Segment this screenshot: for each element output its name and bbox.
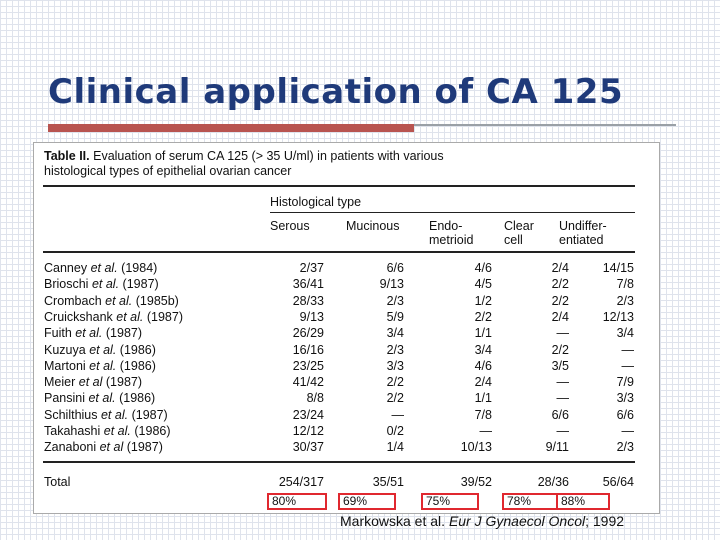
group-header: Histological type — [270, 195, 362, 209]
column-header — [429, 219, 473, 247]
highlighted-percentage: 75% — [421, 493, 479, 510]
table-cell: 6/6 — [551, 407, 569, 422]
highlighted-percentage: 78% — [502, 493, 558, 510]
author-etal: et al. — [90, 261, 118, 275]
table-cell: 12/13 — [602, 309, 634, 324]
table-cell: 16/16 — [292, 342, 324, 357]
author-etal: et al. — [105, 293, 133, 308]
total-cell: 35/51 — [372, 475, 404, 489]
author-name: Meier — [44, 375, 76, 390]
total-cell: 56/64 — [602, 475, 634, 489]
table-cell: 1/1 — [474, 326, 492, 341]
column-header — [270, 219, 310, 233]
table-cell: 10/13 — [460, 440, 492, 455]
column-header-line-1: Mucinous — [346, 219, 400, 233]
table-cell: 7/8 — [616, 277, 634, 292]
column-header-line-2: metrioid — [429, 233, 474, 247]
table-cell: 2/4 — [474, 375, 492, 390]
author-name: Canney — [44, 261, 88, 275]
highlighted-percentage: 80% — [267, 493, 327, 510]
table-cell: 0/2 — [386, 424, 404, 438]
table-top-rule — [43, 185, 635, 187]
table-cell: 9/11 — [545, 440, 569, 455]
table-cell: 3/4 — [386, 326, 404, 341]
table-cell: 2/2 — [474, 309, 492, 324]
study-author — [44, 359, 156, 373]
table-cell: 2/37 — [299, 261, 324, 275]
study-year: (1987) — [105, 326, 143, 341]
total-label: Total — [44, 475, 71, 489]
author-etal: et al — [99, 440, 124, 455]
author-name: Crombach — [44, 293, 102, 308]
study-author — [44, 261, 157, 275]
group-header-rule — [270, 212, 635, 213]
author-etal: et al. — [116, 309, 144, 324]
author-etal: et al. — [88, 391, 116, 406]
author-etal: et al — [78, 375, 103, 390]
table-cell: 2/2 — [386, 391, 404, 406]
study-year: (1987) — [131, 407, 168, 422]
table-caption — [44, 149, 444, 179]
column-header — [346, 219, 400, 233]
table-cell: 9/13 — [299, 309, 324, 324]
table-caption-line-1: Evaluation of serum CA 125 (> 35 U/ml) in patients with various — [93, 149, 444, 163]
author-etal: et al. — [100, 407, 129, 422]
citation-journal: Eur J Gynaecol Oncol — [448, 513, 586, 529]
study-year: (1987) — [146, 309, 183, 324]
study-author — [44, 391, 155, 405]
table-cell: 2/3 — [386, 342, 404, 357]
study-author — [44, 310, 183, 324]
table-cell: 2/2 — [386, 375, 404, 390]
table-cell: 4/6 — [474, 358, 492, 373]
table-cell: 3/4 — [474, 342, 492, 357]
column-header — [504, 219, 534, 247]
column-header-line-1: Clear — [504, 219, 534, 233]
study-year: (1985b) — [135, 293, 179, 308]
column-header-line-2: cell — [504, 233, 523, 247]
highlighted-percentage: 69% — [338, 493, 396, 510]
title-divider-line — [414, 124, 676, 126]
table-cell: 14/15 — [602, 261, 634, 275]
highlighted-percentage: 88% — [556, 493, 610, 510]
author-name: Martoni — [44, 358, 86, 373]
table-cell: 1/1 — [474, 391, 492, 406]
table-cell: 2/3 — [616, 440, 634, 455]
table-caption-line-2: histological types of epithelial ovarian cancer — [44, 164, 292, 178]
table-cell: 2/4 — [551, 309, 569, 324]
body-bottom-rule — [43, 461, 635, 463]
author-name: Kuzuya — [44, 342, 86, 357]
study-year: (1987) — [126, 440, 163, 455]
table-cell: — — [479, 424, 492, 438]
table-cell: 2/2 — [551, 293, 569, 308]
table-cell: 6/6 — [616, 407, 634, 422]
study-year: (1984) — [121, 261, 158, 275]
table-cell: — — [556, 326, 569, 341]
table-cell: 5/9 — [386, 309, 404, 324]
author-name: Fuith — [44, 326, 72, 341]
author-name: Cruickshank — [44, 309, 113, 324]
table-cell: 3/5 — [551, 358, 569, 373]
table-cell: — — [556, 391, 569, 406]
total-cell: 39/52 — [460, 475, 492, 489]
study-author — [44, 424, 171, 438]
citation — [340, 513, 624, 529]
table-cell: 2/4 — [551, 261, 569, 275]
table-cell: 2/3 — [616, 293, 634, 308]
table-figure — [33, 142, 660, 514]
table-cell: 41/42 — [292, 375, 324, 390]
table-cell: 1/4 — [386, 440, 404, 455]
table-cell: 30/37 — [292, 440, 324, 455]
study-author — [44, 375, 142, 389]
citation-year: ; 1992 — [585, 513, 625, 529]
author-etal: et al. — [103, 424, 131, 438]
table-cell: — — [556, 375, 569, 390]
table-cell: 3/3 — [386, 358, 404, 373]
study-author — [44, 277, 159, 291]
table-cell: 26/29 — [292, 326, 324, 341]
author-name: Schilthius — [44, 407, 98, 422]
column-header-line-1: Undiffer- — [559, 219, 607, 233]
column-header-line-1: Endo- — [429, 219, 463, 233]
table-cell: 23/24 — [292, 407, 324, 422]
table-cell: 2/2 — [551, 277, 569, 292]
table-cell: 2/2 — [551, 342, 569, 357]
table-cell: 3/4 — [616, 326, 634, 341]
author-name: Pansini — [44, 391, 85, 406]
table-cell: — — [391, 407, 404, 422]
table-cell: 12/12 — [292, 424, 324, 438]
author-name: Brioschi — [44, 277, 89, 292]
table-cell: 4/5 — [474, 277, 492, 292]
table-cell: 8/8 — [306, 391, 324, 406]
total-cell: 254/317 — [278, 475, 324, 489]
author-name: Zanaboni — [44, 440, 97, 455]
table-cell: — — [621, 342, 634, 357]
table-cell: 1/2 — [474, 293, 492, 308]
column-header-line-2: entiated — [559, 233, 604, 247]
study-year: (1986) — [134, 424, 171, 438]
table-cell: — — [556, 424, 569, 438]
study-year: (1986) — [119, 391, 156, 406]
table-cell: 7/8 — [474, 407, 492, 422]
author-etal: et al. — [91, 277, 120, 292]
table-cell: 3/3 — [616, 391, 634, 406]
table-cell: — — [621, 424, 634, 438]
study-author — [44, 343, 156, 357]
table-cell: 9/13 — [379, 277, 404, 292]
table-cell: 4/6 — [474, 261, 492, 275]
table-cell: 36/41 — [292, 277, 324, 292]
table-label: Table II. — [44, 149, 90, 163]
study-year: (1986) — [119, 342, 156, 357]
study-author — [44, 440, 163, 454]
author-etal: et al. — [89, 342, 117, 357]
table-cell: 28/33 — [292, 293, 324, 308]
table-cell: 23/25 — [292, 358, 324, 373]
title-accent-bar — [48, 124, 414, 132]
study-year: (1987) — [105, 375, 143, 390]
total-cell: 28/36 — [537, 475, 569, 489]
table-cell: — — [621, 358, 634, 373]
citation-authors: Markowska et al. — [340, 513, 446, 529]
table-cell: 2/3 — [386, 293, 404, 308]
slide-title: Clinical application of CA 125 — [48, 72, 624, 112]
author-etal: et al. — [89, 358, 117, 373]
study-author — [44, 294, 179, 308]
column-header — [559, 219, 607, 247]
author-name: Takahashi — [44, 424, 101, 438]
study-author — [44, 326, 142, 340]
study-year: (1987) — [122, 277, 159, 292]
column-header-line-1: Serous — [270, 219, 310, 233]
table-cell: 7/9 — [616, 375, 634, 390]
study-author — [44, 408, 168, 422]
table-cell: 6/6 — [386, 261, 404, 275]
study-year: (1986) — [119, 358, 156, 373]
header-bottom-rule — [43, 251, 635, 253]
author-etal: et al. — [75, 326, 103, 341]
